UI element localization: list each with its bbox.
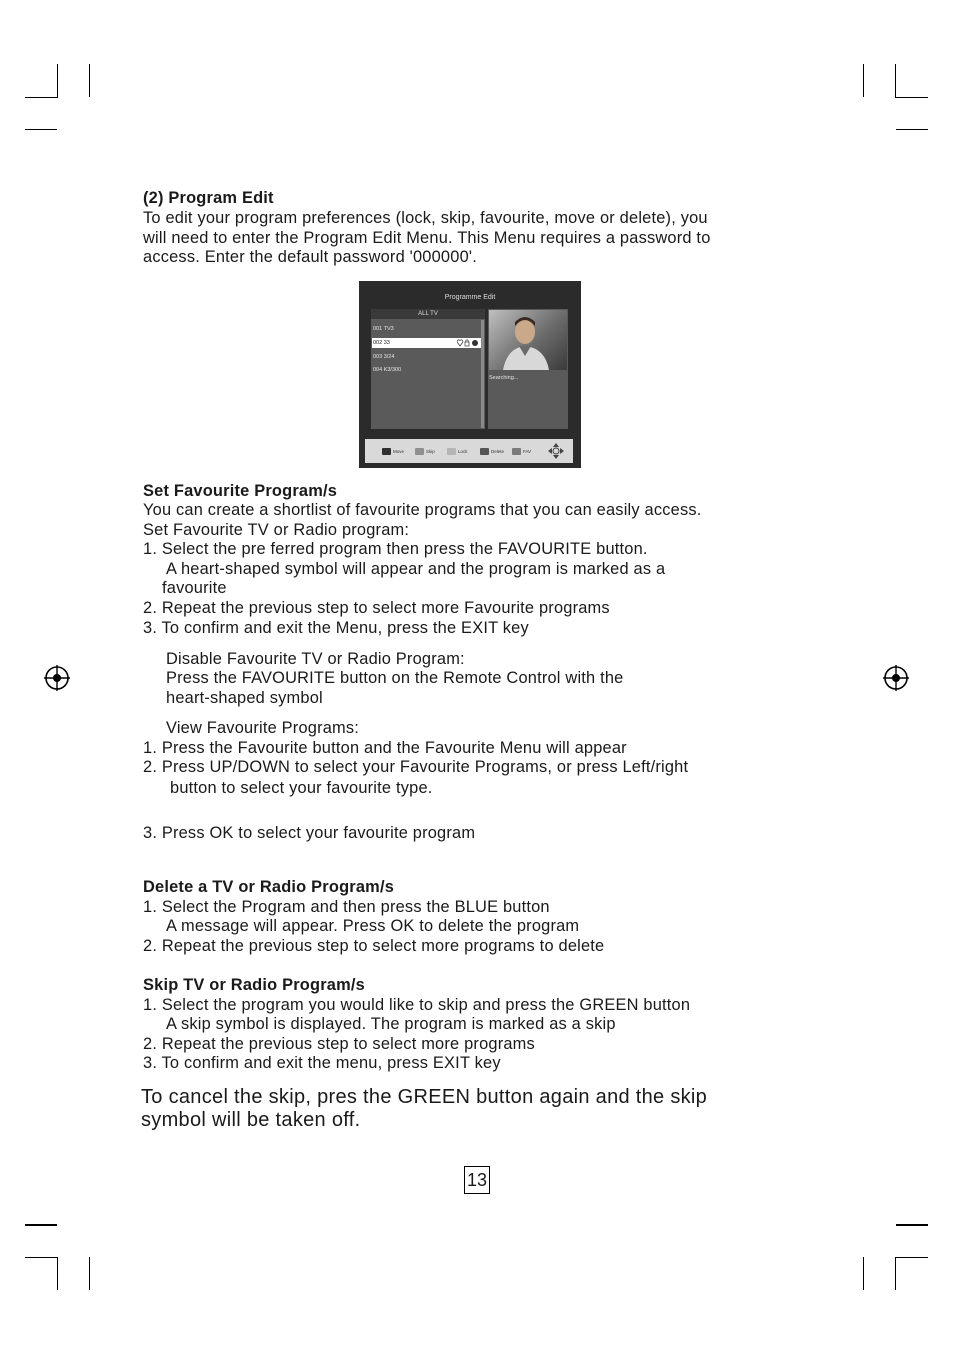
crop-mark — [89, 1257, 90, 1290]
disable-favourite-line: Disable Favourite TV or Radio Program: — [166, 650, 465, 668]
crop-mark — [57, 64, 58, 97]
skip-line: A skip symbol is displayed. The program is marked as a skip — [166, 1015, 616, 1033]
skip-line: 1. Select the program you would like to skip and press the GREEN button — [143, 996, 691, 1014]
channel-row: 001 TV3 — [373, 326, 394, 332]
key-label: Lock — [458, 449, 468, 454]
crop-mark — [89, 64, 90, 97]
screen-title: Programme Edit — [444, 294, 496, 301]
preview-panel — [488, 309, 568, 429]
skip-key-icon — [415, 448, 424, 455]
list-header: ALL TV — [371, 309, 485, 319]
fav-lock-skip-icon — [457, 339, 479, 347]
delete-line: 1. Select the Program and then press the BLUE button — [143, 898, 550, 916]
delete-heading: Delete a TV or Radio Program/s — [143, 878, 395, 896]
channel-row-selected — [372, 338, 481, 348]
note-line: symbol will be taken off. — [141, 1109, 361, 1131]
crop-mark — [896, 129, 928, 130]
crop-mark — [895, 1257, 896, 1290]
page-number: 13 — [464, 1166, 490, 1194]
note-line: To cancel the skip, pres the GREEN button again and the skip — [141, 1086, 708, 1108]
view-favourite-line: 1. Press the Favourite button and the Favourite Menu will appear — [143, 739, 627, 757]
registration-mark-icon — [883, 665, 909, 691]
crop-mark — [25, 129, 57, 130]
lock-key-icon — [447, 448, 456, 455]
crop-mark — [25, 97, 58, 98]
view-favourite-line: button to select your favourite type. — [170, 779, 433, 797]
crop-mark — [895, 1257, 928, 1258]
intro-line: access. Enter the default password '000000'. — [143, 248, 477, 266]
disable-favourite-line: Press the FAVOURITE button on the Remote Control with the — [166, 669, 624, 687]
person-icon — [489, 310, 567, 370]
crop-mark — [25, 1224, 57, 1226]
favourite-line: Set Favourite TV or Radio program: — [143, 521, 410, 539]
fav-key-icon — [512, 448, 521, 455]
skip-line: 3. To confirm and exit the menu, press EXIT key — [143, 1054, 501, 1072]
delete-line: 2. Repeat the previous step to select more programs to delete — [143, 937, 605, 955]
crop-mark — [896, 1224, 928, 1226]
delete-key-icon — [480, 448, 489, 455]
crop-mark — [895, 97, 928, 98]
intro-line: To edit your program preferences (lock, skip, favourite, move or delete), you — [143, 209, 708, 227]
section-title: (2) Program Edit — [143, 189, 274, 207]
view-favourite-line: View Favourite Programs: — [166, 719, 360, 737]
favourite-line: favourite — [162, 579, 227, 597]
key-label: Delete — [491, 449, 505, 454]
favourite-line: 1. Select the pre ferred program then press the FAVOURITE button. — [143, 540, 648, 558]
crop-mark — [863, 1257, 864, 1290]
disable-favourite-line: heart-shaped symbol — [166, 689, 323, 707]
view-favourite-line: 2. Press UP/DOWN to select your Favourite Programs, or press Left/right — [143, 758, 689, 776]
skip-heading: Skip TV or Radio Program/s — [143, 976, 365, 994]
navigation-arrows-icon — [547, 442, 565, 460]
favourite-line: 3. To confirm and exit the Menu, press the EXIT key — [143, 619, 529, 637]
crop-mark — [25, 1257, 58, 1258]
key-bar — [365, 439, 573, 463]
favourite-heading: Set Favourite Program/s — [143, 482, 338, 500]
favourite-line: A heart-shaped symbol will appear and the program is marked as a — [166, 560, 666, 578]
favourite-line: 2. Repeat the previous step to select more Favourite programs — [143, 599, 610, 617]
view-favourite-line: 3. Press OK to select your favourite program — [143, 824, 476, 842]
intro-line: will need to enter the Program Edit Menu. This Menu requires a password to — [143, 229, 711, 247]
scrollbar — [481, 320, 484, 428]
key-label: Skip — [426, 449, 435, 454]
favourite-line: You can create a shortlist of favourite programs that you can easily access. — [143, 501, 702, 519]
skip-line: 2. Repeat the previous step to select more programs — [143, 1035, 535, 1053]
crop-mark — [57, 1257, 58, 1290]
crop-mark — [863, 64, 864, 97]
preview-image — [489, 310, 567, 370]
delete-line: A message will appear. Press OK to delete the program — [166, 917, 580, 935]
crop-mark — [895, 64, 896, 97]
status-text: Searching... — [489, 375, 519, 381]
move-key-icon — [382, 448, 391, 455]
channel-list — [371, 309, 485, 429]
channel-label: 002 33 — [373, 340, 390, 346]
key-label: FAV — [523, 449, 532, 454]
registration-mark-icon — [44, 665, 70, 691]
programme-edit-screenshot — [359, 281, 581, 468]
channel-row: 003 3/24 — [373, 354, 395, 360]
channel-row: 004 K3/300 — [373, 367, 402, 373]
key-label: Move — [393, 449, 405, 454]
